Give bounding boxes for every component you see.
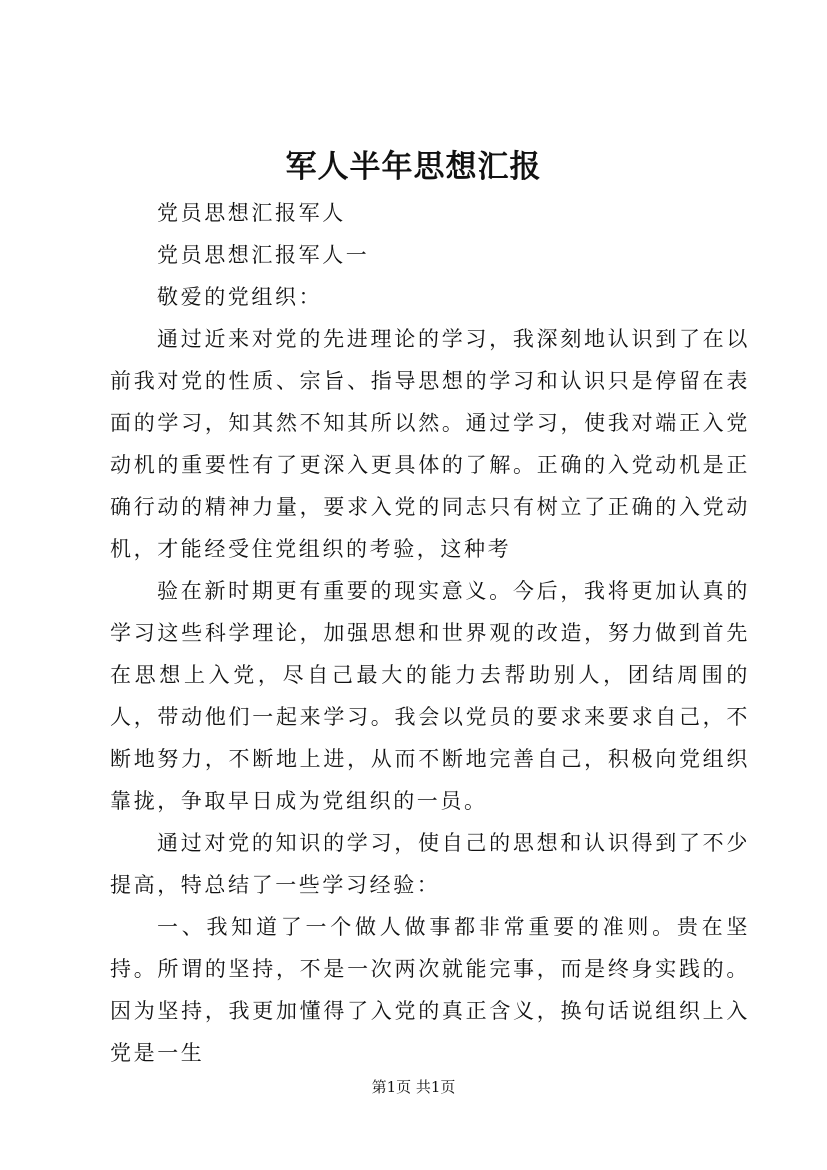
paragraph: 验在新时期更有重要的现实意义。今后，我将更加认真的学习这些科学理论，加强思想和世界观的改造，努力做到首先在思想上入党，尽自己最大的能力去帮助别人，团结周围的人，带动他们一起来学习。我会以党员的要求来要求自己，不断地努力，不断地上进，从而不断地完善自己，积极向党组织靠拢，争取早日成为党组织的一员。 <box>110 579 750 813</box>
document-title: 军人半年思想汇报 <box>285 149 542 185</box>
paragraph-heading-2: 党员思想汇报军人一 <box>157 243 370 267</box>
paragraph: 通过对党的知识的学习，使自己的思想和认识得到了不少提高，特总结了一些学习经验： <box>110 831 750 897</box>
page-number: 第1页 共1页 <box>371 1078 456 1096</box>
paragraph: 通过近来对党的先进理论的学习，我深刻地认识到了在以前我对党的性质、宗旨、指导思想的学习和认识只是停留在表面的学习，知其然不知其所以然。通过学习，使我对端正入党动机的重要性有了更深入更具体的了解。正确的入党动机是正确行动的精神力量，要求入党的同志只有树立了正确的入党动机，才能经受住党组织的考验，这种考 <box>110 327 750 561</box>
paragraph: 一、我知道了一个做人做事都非常重要的准则。贵在坚持。所谓的坚持，不是一次两次就能完事，而是终身实践的。因为坚持，我更加懂得了入党的真正含义，换句话说组织上入党是一生 <box>110 915 750 1065</box>
document-body <box>110 192 750 1074</box>
paragraph-heading-1: 党员思想汇报军人 <box>157 201 346 225</box>
salutation: 敬爱的党组织： <box>157 285 323 309</box>
